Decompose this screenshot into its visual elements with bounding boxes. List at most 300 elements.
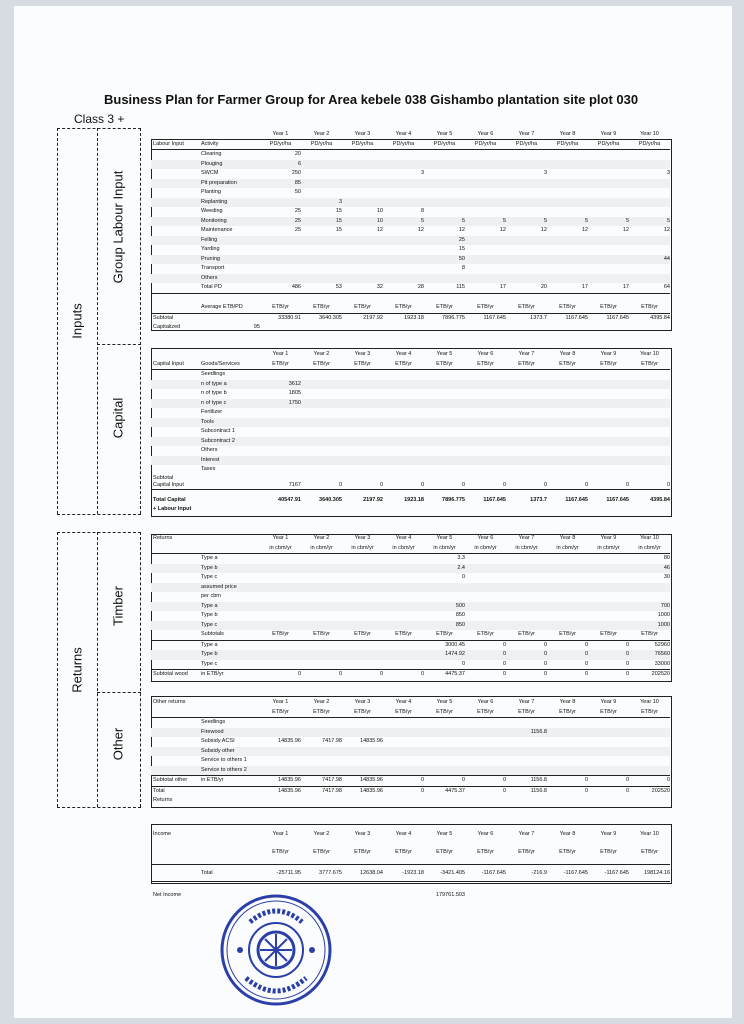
row-section-label: Income bbox=[153, 831, 172, 837]
cell-year-2 bbox=[301, 564, 342, 574]
cell-year-9: 12 bbox=[622, 227, 629, 233]
row-label: Yarding bbox=[201, 246, 220, 252]
row-section-label bbox=[151, 130, 201, 140]
cell-year-6 bbox=[465, 264, 506, 274]
cell-year-5 bbox=[424, 380, 465, 390]
cell-year-9 bbox=[588, 150, 629, 160]
cell-year-10: 80 bbox=[663, 555, 670, 561]
cell-year-3 bbox=[342, 150, 383, 160]
stamp-star-left bbox=[237, 947, 243, 953]
cell-year-8 bbox=[547, 465, 588, 475]
cell-year-5 bbox=[424, 198, 465, 208]
cell-year-1 bbox=[260, 446, 301, 456]
cell-year-5: 850 bbox=[455, 612, 465, 618]
cell-year-3: ETB/yr bbox=[354, 631, 371, 637]
cell-year-5 bbox=[424, 437, 465, 447]
cell-year-10: 1000 bbox=[657, 621, 670, 628]
row-section-label bbox=[151, 602, 201, 612]
row-label: in ETB/yr bbox=[201, 671, 224, 677]
cell-year-3: 14835.96 bbox=[360, 738, 383, 744]
timber-row bbox=[151, 602, 670, 612]
cell-year-3 bbox=[342, 179, 383, 189]
cell-year-10 bbox=[629, 188, 670, 198]
stamp-emblem-rays bbox=[260, 934, 292, 966]
row-label: Firewood bbox=[201, 728, 224, 735]
cell-year-5 bbox=[424, 418, 465, 428]
cell-year-4: in cbm/yr bbox=[392, 544, 415, 551]
row-section-label bbox=[151, 226, 201, 236]
cell-year-2: 7417.98 bbox=[322, 787, 342, 794]
cell-year-3 bbox=[342, 264, 383, 274]
timber-etb-row bbox=[151, 641, 670, 651]
cell-year-3 bbox=[342, 274, 383, 284]
cell-year-6 bbox=[465, 621, 506, 631]
cell-year-5 bbox=[424, 756, 465, 766]
cell-year-9 bbox=[588, 554, 629, 564]
cell-year-10 bbox=[629, 236, 670, 246]
cell-year-1 bbox=[260, 660, 301, 670]
cell-year-7 bbox=[506, 890, 547, 900]
cell-year-7 bbox=[506, 766, 547, 776]
cell-year-7 bbox=[506, 323, 547, 333]
cell-year-10 bbox=[629, 796, 670, 806]
cell-year-1 bbox=[260, 370, 301, 380]
header-units bbox=[151, 140, 670, 150]
timber-etb-row bbox=[151, 650, 670, 660]
cell-year-10 bbox=[629, 882, 670, 890]
cell-year-2 bbox=[301, 475, 342, 482]
cell-year-3 bbox=[342, 583, 383, 593]
cell-year-5 bbox=[424, 728, 465, 738]
row-label: Seedlings bbox=[201, 719, 226, 725]
row-label bbox=[201, 708, 260, 718]
cell-year-10 bbox=[629, 380, 670, 390]
row-label: Service to others 2 bbox=[201, 766, 247, 773]
cell-year-5 bbox=[424, 766, 465, 776]
row-label: Interest bbox=[201, 456, 220, 463]
cell-year-9 bbox=[588, 456, 629, 466]
cell-year-6 bbox=[465, 236, 506, 246]
cell-year-1 bbox=[260, 274, 301, 284]
cell-year-1: 1805 bbox=[288, 390, 301, 396]
activity-row bbox=[151, 255, 670, 265]
cell-year-7 bbox=[506, 245, 547, 255]
cell-year-4 bbox=[383, 264, 424, 274]
cell-year-2 bbox=[301, 660, 342, 670]
header-years bbox=[151, 828, 670, 840]
cell-year-2: 15 bbox=[335, 208, 342, 214]
cell-year-4 bbox=[383, 380, 424, 390]
cell-year-10 bbox=[629, 505, 670, 515]
cell-year-5: 8 bbox=[461, 265, 465, 271]
row-section-label bbox=[151, 446, 201, 456]
cell-year-6 bbox=[465, 573, 506, 583]
activity-row bbox=[151, 198, 670, 208]
cell-year-1: ETB/yr bbox=[272, 360, 289, 367]
cell-year-3 bbox=[342, 294, 383, 304]
row-section-label bbox=[151, 370, 201, 380]
cell-year-7 bbox=[506, 583, 547, 593]
income-total-row bbox=[151, 865, 670, 881]
cell-year-6 bbox=[465, 882, 506, 890]
other-subtotal-row bbox=[151, 775, 670, 786]
cell-year-1 bbox=[260, 756, 301, 766]
cell-year-10: 64 bbox=[663, 284, 670, 290]
cell-year-5: 0 bbox=[461, 481, 465, 488]
row-label: Type b bbox=[201, 612, 218, 618]
cell-year-1: 25 bbox=[294, 227, 301, 233]
inputs-box-divider bbox=[97, 128, 98, 514]
row-label: Type a bbox=[201, 641, 218, 648]
cell-year-6 bbox=[465, 475, 506, 482]
cell-year-4 bbox=[383, 245, 424, 255]
cell-year-8 bbox=[547, 621, 588, 631]
row-label: n of type c bbox=[201, 399, 227, 406]
cell-year-6 bbox=[465, 592, 506, 602]
row-label: Type c bbox=[201, 621, 218, 628]
cell-year-2 bbox=[301, 427, 342, 437]
cell-year-9 bbox=[588, 198, 629, 208]
cell-year-8 bbox=[547, 882, 588, 890]
cell-year-5 bbox=[424, 389, 465, 399]
cell-year-7: 0 bbox=[543, 660, 547, 667]
row-label: Pruning bbox=[201, 255, 220, 262]
cell-year-6: Year 6 bbox=[477, 131, 494, 137]
row-section-label: Capital Input bbox=[153, 360, 184, 367]
cell-year-9: PD/yr/ha bbox=[597, 140, 620, 147]
cell-year-6: PD/yr/ha bbox=[474, 140, 497, 147]
cell-year-2 bbox=[301, 592, 342, 602]
cell-year-9 bbox=[588, 255, 629, 265]
cell-year-3 bbox=[342, 592, 383, 602]
cell-year-7 bbox=[506, 437, 547, 447]
cell-year-10 bbox=[629, 446, 670, 456]
activity-row bbox=[151, 179, 670, 189]
cell-year-10 bbox=[629, 160, 670, 170]
cell-year-1 bbox=[260, 236, 301, 246]
cell-year-4: ETB/yr bbox=[395, 360, 412, 367]
cell-year-7 bbox=[506, 796, 547, 806]
cell-year-1 bbox=[260, 592, 301, 602]
row-label bbox=[201, 882, 260, 890]
cell-year-6: 12 bbox=[499, 227, 506, 233]
cell-year-8 bbox=[547, 505, 588, 515]
cell-year-5: 50 bbox=[458, 255, 465, 262]
row-section-label: Returns bbox=[153, 797, 173, 803]
cell-year-3: Year 3 bbox=[354, 351, 371, 357]
cell-year-8: 1167.645 bbox=[565, 314, 588, 321]
cell-year-6 bbox=[465, 294, 506, 304]
cell-year-2: Year 2 bbox=[313, 831, 330, 837]
row-section-label bbox=[151, 846, 201, 858]
inputs-box-left bbox=[57, 128, 58, 514]
cell-year-4: 5 bbox=[420, 217, 424, 224]
cell-year-8 bbox=[547, 188, 588, 198]
cell-year-3 bbox=[342, 188, 383, 198]
cell-year-7: 0 bbox=[543, 481, 547, 488]
cell-year-6 bbox=[465, 198, 506, 208]
row-label: Transport bbox=[201, 265, 225, 271]
capital-subtotal-label-row bbox=[151, 475, 670, 482]
cell-year-3: 10 bbox=[376, 208, 383, 214]
row-section-label bbox=[151, 756, 201, 766]
cell-year-8 bbox=[547, 592, 588, 602]
cell-year-10 bbox=[629, 198, 670, 208]
cell-year-1 bbox=[260, 573, 301, 583]
row-section-label: + Labour Input bbox=[153, 506, 192, 512]
cell-year-3: ETB/yr bbox=[354, 304, 371, 310]
cell-year-5 bbox=[424, 179, 465, 189]
cell-year-6 bbox=[465, 274, 506, 284]
cell-year-3 bbox=[342, 446, 383, 456]
cell-year-2: Year 2 bbox=[313, 699, 330, 705]
cell-year-6 bbox=[465, 796, 506, 806]
cell-year-5: 7896.775 bbox=[442, 496, 465, 503]
group-labour-label: Group Labour Input bbox=[110, 170, 126, 284]
cell-year-2 bbox=[301, 380, 342, 390]
cell-year-2: 3640.305 bbox=[319, 496, 342, 503]
cell-year-6 bbox=[465, 408, 506, 418]
cell-year-6: ETB/yr bbox=[477, 708, 494, 715]
cell-year-9 bbox=[588, 621, 629, 631]
cell-year-6: 0 bbox=[502, 777, 506, 783]
cell-year-10 bbox=[629, 728, 670, 738]
cell-year-2 bbox=[301, 766, 342, 776]
cell-year-1: -25711.95 bbox=[276, 870, 301, 876]
cell-year-4 bbox=[383, 179, 424, 189]
labour-capitalized-row bbox=[151, 323, 670, 333]
cell-year-6: 0 bbox=[502, 651, 506, 657]
spacer-row bbox=[151, 294, 670, 304]
cell-year-1 bbox=[260, 418, 301, 428]
cell-year-6 bbox=[465, 611, 506, 621]
cell-year-8 bbox=[547, 380, 588, 390]
cell-year-9 bbox=[588, 611, 629, 621]
cell-year-9 bbox=[588, 728, 629, 738]
cell-year-1: Year 1 bbox=[272, 831, 289, 837]
cell-year-7 bbox=[506, 408, 547, 418]
cell-year-6 bbox=[465, 255, 506, 265]
row-section-label bbox=[151, 583, 201, 593]
row-label bbox=[201, 314, 260, 324]
cell-year-10 bbox=[629, 408, 670, 418]
cell-year-1: Year 1 bbox=[272, 131, 289, 137]
cell-year-2: 0 bbox=[338, 481, 342, 488]
cell-year-7 bbox=[506, 179, 547, 189]
cell-year-4: Year 4 bbox=[395, 131, 412, 137]
cell-year-1 bbox=[260, 766, 301, 776]
inputs-box-top bbox=[57, 128, 141, 129]
activity-row bbox=[151, 169, 670, 179]
row-section-label bbox=[151, 160, 201, 170]
header-years bbox=[151, 350, 670, 360]
cell-year-3 bbox=[342, 380, 383, 390]
cell-year-9 bbox=[588, 592, 629, 602]
cell-year-10 bbox=[629, 207, 670, 217]
header-units bbox=[151, 544, 670, 554]
cell-year-2: 7417.98 bbox=[322, 738, 342, 744]
cell-year-3 bbox=[342, 236, 383, 246]
row-section-label bbox=[151, 217, 201, 227]
cell-year-7 bbox=[506, 602, 547, 612]
row-section-label bbox=[151, 150, 201, 160]
cell-year-3: 2197.92 bbox=[363, 314, 383, 321]
cell-year-3 bbox=[342, 766, 383, 776]
row-label: Activity bbox=[201, 140, 219, 147]
header-units bbox=[151, 360, 670, 370]
stamp-script-top bbox=[250, 911, 302, 922]
cell-year-10: Year 10 bbox=[640, 699, 659, 705]
cell-year-6: 0 bbox=[502, 660, 506, 667]
cell-year-10 bbox=[629, 756, 670, 766]
cell-year-4 bbox=[383, 465, 424, 475]
cell-year-9 bbox=[588, 747, 629, 757]
cell-year-6: -1167.645 bbox=[481, 870, 506, 876]
capital-item-row bbox=[151, 389, 670, 399]
cell-year-5: 0 bbox=[461, 777, 465, 783]
cell-year-2 bbox=[301, 796, 342, 806]
cell-year-7 bbox=[506, 380, 547, 390]
cell-year-2 bbox=[301, 882, 342, 890]
cell-year-8 bbox=[547, 427, 588, 437]
cell-year-8: 5 bbox=[584, 217, 588, 224]
cell-year-6 bbox=[465, 564, 506, 574]
cell-year-9 bbox=[588, 756, 629, 766]
cell-year-8 bbox=[547, 728, 588, 738]
cell-year-4 bbox=[383, 505, 424, 515]
header-years bbox=[151, 698, 670, 708]
cell-year-5: 12 bbox=[458, 227, 465, 233]
activity-row bbox=[151, 236, 670, 246]
cell-year-4: PD/yr/ha bbox=[392, 140, 415, 147]
cell-year-3 bbox=[342, 796, 383, 806]
cell-year-6 bbox=[465, 150, 506, 160]
row-section-label: Capitalized bbox=[153, 324, 181, 330]
inputs-box-right bbox=[140, 128, 141, 514]
cell-year-5 bbox=[424, 427, 465, 437]
cell-year-3 bbox=[342, 554, 383, 564]
cell-year-9: ETB/yr bbox=[600, 631, 617, 637]
cell-year-6 bbox=[465, 427, 506, 437]
row-section-label bbox=[151, 380, 201, 390]
cell-year-6: 0 bbox=[502, 481, 506, 488]
cell-year-1: 3612 bbox=[288, 380, 301, 387]
cell-year-2 bbox=[301, 747, 342, 757]
cell-year-3 bbox=[342, 370, 383, 380]
cell-year-1: 14835.96 bbox=[278, 738, 301, 744]
cell-year-2: 0 bbox=[338, 671, 342, 677]
returns-box-left bbox=[57, 532, 58, 807]
cell-year-8 bbox=[547, 150, 588, 160]
row-label: Clearing bbox=[201, 151, 222, 157]
cell-year-10: 0 bbox=[666, 777, 670, 783]
row-label: Average ETB/PD bbox=[201, 304, 243, 310]
cell-year-3: 14835.96 bbox=[360, 777, 383, 783]
cell-year-7 bbox=[506, 427, 547, 437]
cell-year-8: PD/yr/ha bbox=[556, 140, 579, 147]
cell-year-6 bbox=[465, 890, 506, 900]
row-label bbox=[201, 787, 260, 797]
cell-year-3: 0 bbox=[379, 481, 383, 488]
cell-year-6 bbox=[465, 465, 506, 475]
cell-year-6: 0 bbox=[502, 671, 506, 677]
row-section-label: Subtotal bbox=[153, 474, 174, 481]
row-label: Tools bbox=[201, 418, 214, 425]
cell-year-3: ETB/yr bbox=[354, 360, 371, 367]
cell-year-8 bbox=[547, 294, 588, 304]
cell-year-9 bbox=[588, 274, 629, 284]
cell-year-8: 12 bbox=[581, 227, 588, 233]
row-label: Type b bbox=[201, 564, 218, 571]
row-label: Type a bbox=[201, 555, 218, 561]
cell-year-3: 10 bbox=[376, 217, 383, 224]
cell-year-7 bbox=[506, 160, 547, 170]
cell-year-2 bbox=[301, 756, 342, 766]
cell-year-7 bbox=[506, 756, 547, 766]
cell-year-7: PD/yr/ha bbox=[515, 140, 538, 147]
row-section-label bbox=[151, 198, 201, 208]
cell-year-7 bbox=[506, 737, 547, 747]
total-returns-row bbox=[151, 787, 670, 797]
document-title: Business Plan for Farmer Group for Area kebele 038 Gishambo plantation site plot 030 bbox=[104, 92, 639, 107]
cell-year-2 bbox=[301, 236, 342, 246]
row-section-label bbox=[151, 437, 201, 447]
cell-year-2 bbox=[301, 274, 342, 284]
cell-year-7: 20 bbox=[540, 284, 547, 290]
cell-year-7: ETB/yr bbox=[518, 849, 535, 855]
cell-year-4 bbox=[383, 660, 424, 670]
row-label bbox=[201, 350, 260, 360]
cell-year-7 bbox=[506, 207, 547, 217]
cell-year-3 bbox=[342, 660, 383, 670]
cell-year-8 bbox=[547, 255, 588, 265]
cell-year-5 bbox=[424, 274, 465, 284]
cell-year-9 bbox=[588, 207, 629, 217]
cell-year-9 bbox=[588, 446, 629, 456]
cell-year-1 bbox=[260, 564, 301, 574]
cell-year-3: 12 bbox=[376, 227, 383, 233]
cell-year-9 bbox=[588, 323, 629, 333]
capital-label: Capital bbox=[110, 397, 126, 439]
cell-year-4 bbox=[383, 198, 424, 208]
cell-year-9 bbox=[588, 602, 629, 612]
cell-year-5: 7896.775 bbox=[442, 314, 465, 321]
row-section-label bbox=[151, 399, 201, 409]
cell-year-2 bbox=[301, 408, 342, 418]
cell-year-2: ETB/yr bbox=[313, 849, 330, 855]
cell-year-10: Year 10 bbox=[640, 831, 659, 837]
cell-year-8 bbox=[547, 408, 588, 418]
cell-year-3 bbox=[342, 505, 383, 515]
returns-box-divider bbox=[97, 532, 98, 807]
cell-year-6: 1167.645 bbox=[483, 496, 506, 503]
header-years bbox=[151, 534, 670, 544]
cell-year-4: 12 bbox=[417, 227, 424, 233]
cell-year-10 bbox=[629, 264, 670, 274]
cell-year-1 bbox=[260, 323, 301, 333]
cell-year-1 bbox=[260, 427, 301, 437]
row-label: Total PD bbox=[201, 284, 222, 290]
cell-year-9 bbox=[588, 399, 629, 409]
cell-year-1: 25 bbox=[294, 208, 301, 214]
cell-year-10 bbox=[629, 245, 670, 255]
cell-year-1: 85 bbox=[294, 179, 301, 186]
cell-year-8 bbox=[547, 437, 588, 447]
cell-year-3: Year 3 bbox=[354, 699, 371, 705]
cell-year-7 bbox=[506, 255, 547, 265]
cell-year-4 bbox=[383, 796, 424, 806]
capital-item-row bbox=[151, 408, 670, 418]
